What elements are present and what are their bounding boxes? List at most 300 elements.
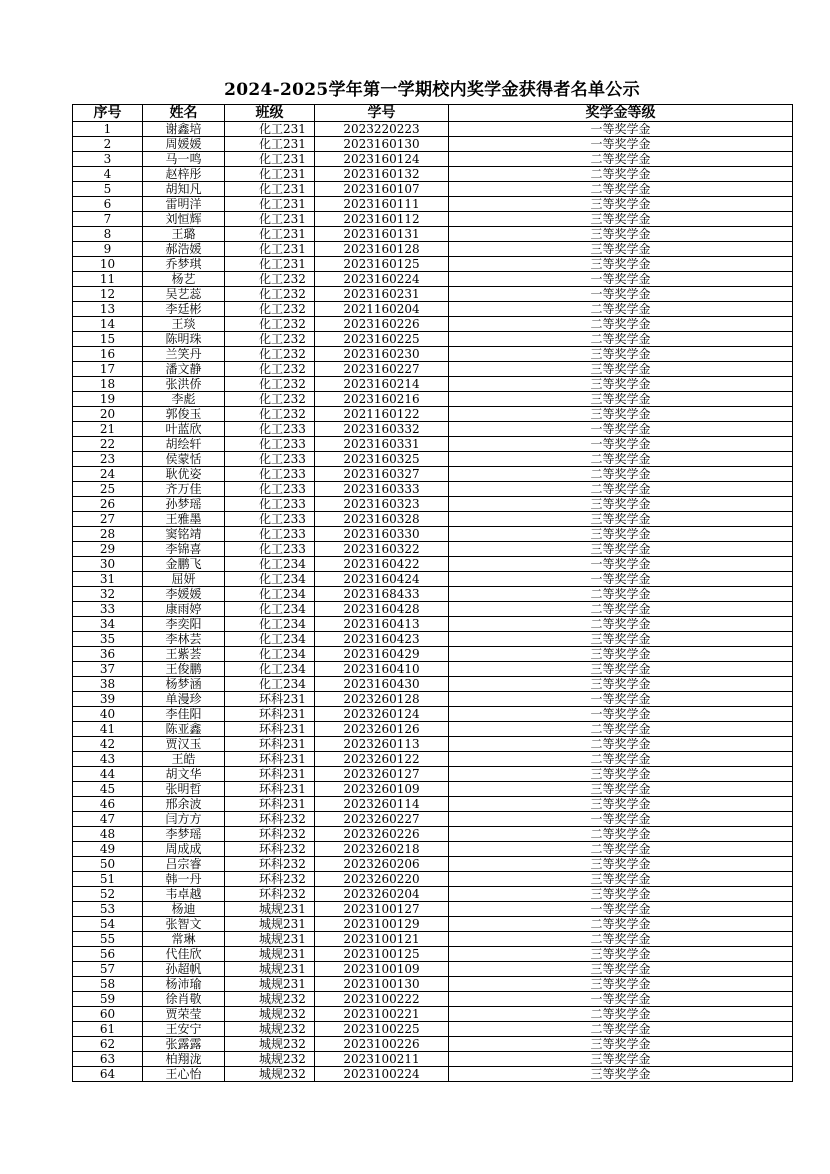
cell-student-id: 2023260126 bbox=[315, 722, 449, 737]
cell-class: 环科232 bbox=[225, 887, 315, 902]
cell-scholarship-level: 三等奖学金 bbox=[449, 407, 793, 422]
table-row bbox=[73, 797, 793, 812]
table-row bbox=[73, 227, 793, 242]
cell-name: 周成成 bbox=[143, 842, 225, 857]
cell-student-id: 2023260226 bbox=[315, 827, 449, 842]
cell-class: 化工234 bbox=[225, 602, 315, 617]
cell-class: 化工231 bbox=[225, 197, 315, 212]
table-row bbox=[73, 422, 793, 437]
table-row bbox=[73, 527, 793, 542]
cell-student-id: 2023100129 bbox=[315, 917, 449, 932]
cell-index: 55 bbox=[73, 932, 143, 947]
cell-class: 化工234 bbox=[225, 587, 315, 602]
cell-index: 19 bbox=[73, 392, 143, 407]
cell-student-id: 2023260204 bbox=[315, 887, 449, 902]
cell-index: 38 bbox=[73, 677, 143, 692]
cell-index: 4 bbox=[73, 167, 143, 182]
cell-scholarship-level: 二等奖学金 bbox=[449, 167, 793, 182]
cell-class: 城规232 bbox=[225, 992, 315, 1007]
cell-index: 15 bbox=[73, 332, 143, 347]
table-row bbox=[73, 557, 793, 572]
cell-class: 化工234 bbox=[225, 557, 315, 572]
header-row bbox=[73, 105, 793, 122]
cell-student-id: 2023260124 bbox=[315, 707, 449, 722]
cell-class: 化工231 bbox=[225, 152, 315, 167]
table-row bbox=[73, 377, 793, 392]
table-row bbox=[73, 272, 793, 287]
cell-class: 环科231 bbox=[225, 707, 315, 722]
cell-name: 潘文静 bbox=[143, 362, 225, 377]
table-row bbox=[73, 302, 793, 317]
table-row bbox=[73, 722, 793, 737]
cell-name: 侯蒙恬 bbox=[143, 452, 225, 467]
cell-name: 康雨婷 bbox=[143, 602, 225, 617]
cell-name: 李彪 bbox=[143, 392, 225, 407]
cell-class: 化工233 bbox=[225, 452, 315, 467]
cell-scholarship-level: 二等奖学金 bbox=[449, 737, 793, 752]
cell-student-id: 2023160331 bbox=[315, 437, 449, 452]
table-row bbox=[73, 767, 793, 782]
cell-class: 化工232 bbox=[225, 332, 315, 347]
cell-scholarship-level: 二等奖学金 bbox=[449, 482, 793, 497]
cell-student-id: 2023100125 bbox=[315, 947, 449, 962]
cell-index: 51 bbox=[73, 872, 143, 887]
cell-class: 化工233 bbox=[225, 422, 315, 437]
cell-class: 化工233 bbox=[225, 482, 315, 497]
cell-index: 46 bbox=[73, 797, 143, 812]
cell-student-id: 2023160112 bbox=[315, 212, 449, 227]
cell-student-id: 2023260122 bbox=[315, 752, 449, 767]
table-row bbox=[73, 437, 793, 452]
cell-scholarship-level: 二等奖学金 bbox=[449, 302, 793, 317]
table-row bbox=[73, 122, 793, 137]
cell-name: 郭俊玉 bbox=[143, 407, 225, 422]
cell-index: 31 bbox=[73, 572, 143, 587]
cell-scholarship-level: 三等奖学金 bbox=[449, 527, 793, 542]
cell-student-id: 2023160131 bbox=[315, 227, 449, 242]
cell-class: 城规232 bbox=[225, 1007, 315, 1022]
cell-scholarship-level: 二等奖学金 bbox=[449, 152, 793, 167]
cell-student-id: 2023160130 bbox=[315, 137, 449, 152]
cell-scholarship-level: 三等奖学金 bbox=[449, 362, 793, 377]
cell-name: 李锦喜 bbox=[143, 542, 225, 557]
cell-name: 韩一丹 bbox=[143, 872, 225, 887]
cell-student-id: 2023160231 bbox=[315, 287, 449, 302]
cell-student-id: 2023260109 bbox=[315, 782, 449, 797]
cell-student-id: 2023160224 bbox=[315, 272, 449, 287]
cell-name: 单漫珍 bbox=[143, 692, 225, 707]
cell-class: 化工232 bbox=[225, 317, 315, 332]
cell-scholarship-level: 三等奖学金 bbox=[449, 242, 793, 257]
cell-index: 12 bbox=[73, 287, 143, 302]
cell-class: 城规231 bbox=[225, 917, 315, 932]
cell-scholarship-level: 三等奖学金 bbox=[449, 227, 793, 242]
cell-scholarship-level: 三等奖学金 bbox=[449, 647, 793, 662]
table-row bbox=[73, 692, 793, 707]
cell-name: 齐万佳 bbox=[143, 482, 225, 497]
cell-name: 王璐 bbox=[143, 227, 225, 242]
cell-class: 城规231 bbox=[225, 962, 315, 977]
cell-student-id: 2023100224 bbox=[315, 1067, 449, 1082]
cell-name: 贾汉玉 bbox=[143, 737, 225, 752]
header-index: 序号 bbox=[73, 105, 143, 122]
table-row bbox=[73, 662, 793, 677]
table-row bbox=[73, 257, 793, 272]
cell-scholarship-level: 三等奖学金 bbox=[449, 197, 793, 212]
cell-student-id: 2023160325 bbox=[315, 452, 449, 467]
table-row bbox=[73, 947, 793, 962]
cell-name: 雷明洋 bbox=[143, 197, 225, 212]
table-row bbox=[73, 872, 793, 887]
cell-student-id: 2023100225 bbox=[315, 1022, 449, 1037]
cell-class: 化工233 bbox=[225, 497, 315, 512]
cell-index: 43 bbox=[73, 752, 143, 767]
cell-name: 贾荣莹 bbox=[143, 1007, 225, 1022]
cell-name: 李奕阳 bbox=[143, 617, 225, 632]
cell-student-id: 2023160332 bbox=[315, 422, 449, 437]
cell-scholarship-level: 二等奖学金 bbox=[449, 182, 793, 197]
cell-index: 30 bbox=[73, 557, 143, 572]
table-row bbox=[73, 857, 793, 872]
table-row bbox=[73, 1067, 793, 1082]
cell-class: 化工231 bbox=[225, 242, 315, 257]
cell-student-id: 2023260113 bbox=[315, 737, 449, 752]
table-row bbox=[73, 542, 793, 557]
cell-index: 28 bbox=[73, 527, 143, 542]
table-row bbox=[73, 287, 793, 302]
cell-class: 化工231 bbox=[225, 167, 315, 182]
cell-scholarship-level: 三等奖学金 bbox=[449, 257, 793, 272]
cell-student-id: 2023160430 bbox=[315, 677, 449, 692]
cell-index: 59 bbox=[73, 992, 143, 1007]
cell-index: 3 bbox=[73, 152, 143, 167]
cell-scholarship-level: 三等奖学金 bbox=[449, 1067, 793, 1082]
cell-scholarship-level: 三等奖学金 bbox=[449, 392, 793, 407]
cell-index: 39 bbox=[73, 692, 143, 707]
cell-name: 李佳阳 bbox=[143, 707, 225, 722]
cell-scholarship-level: 二等奖学金 bbox=[449, 722, 793, 737]
cell-name: 张洪侨 bbox=[143, 377, 225, 392]
cell-class: 化工233 bbox=[225, 467, 315, 482]
cell-scholarship-level: 三等奖学金 bbox=[449, 347, 793, 362]
cell-class: 环科231 bbox=[225, 692, 315, 707]
table-row bbox=[73, 497, 793, 512]
cell-name: 李梦瑶 bbox=[143, 827, 225, 842]
table-row bbox=[73, 362, 793, 377]
cell-name: 金鹏飞 bbox=[143, 557, 225, 572]
cell-class: 城规232 bbox=[225, 1037, 315, 1052]
cell-scholarship-level: 二等奖学金 bbox=[449, 452, 793, 467]
table-row bbox=[73, 962, 793, 977]
cell-student-id: 2021160204 bbox=[315, 302, 449, 317]
cell-name: 李媛媛 bbox=[143, 587, 225, 602]
cell-scholarship-level: 一等奖学金 bbox=[449, 992, 793, 1007]
cell-scholarship-level: 三等奖学金 bbox=[449, 962, 793, 977]
cell-class: 化工231 bbox=[225, 257, 315, 272]
cell-student-id: 2023160423 bbox=[315, 632, 449, 647]
cell-student-id: 2023160428 bbox=[315, 602, 449, 617]
table-row bbox=[73, 812, 793, 827]
cell-index: 14 bbox=[73, 317, 143, 332]
table-row bbox=[73, 932, 793, 947]
cell-name: 屈妍 bbox=[143, 572, 225, 587]
table-row bbox=[73, 167, 793, 182]
cell-student-id: 2023160230 bbox=[315, 347, 449, 362]
table-row bbox=[73, 182, 793, 197]
table-row bbox=[73, 1007, 793, 1022]
cell-name: 吴艺蕊 bbox=[143, 287, 225, 302]
cell-name: 陈亚鑫 bbox=[143, 722, 225, 737]
cell-index: 47 bbox=[73, 812, 143, 827]
cell-student-id: 2023160227 bbox=[315, 362, 449, 377]
cell-name: 王皓 bbox=[143, 752, 225, 767]
cell-scholarship-level: 一等奖学金 bbox=[449, 812, 793, 827]
cell-student-id: 2021160122 bbox=[315, 407, 449, 422]
cell-student-id: 2023160125 bbox=[315, 257, 449, 272]
cell-index: 33 bbox=[73, 602, 143, 617]
cell-index: 41 bbox=[73, 722, 143, 737]
cell-index: 56 bbox=[73, 947, 143, 962]
cell-name: 王俊鹏 bbox=[143, 662, 225, 677]
cell-name: 马一鸣 bbox=[143, 152, 225, 167]
cell-student-id: 2023260114 bbox=[315, 797, 449, 812]
cell-class: 化工233 bbox=[225, 527, 315, 542]
cell-class: 城规232 bbox=[225, 1022, 315, 1037]
table-row bbox=[73, 332, 793, 347]
table-row bbox=[73, 1052, 793, 1067]
cell-name: 李林芸 bbox=[143, 632, 225, 647]
table-row bbox=[73, 392, 793, 407]
cell-name: 郝浩媛 bbox=[143, 242, 225, 257]
cell-scholarship-level: 三等奖学金 bbox=[449, 872, 793, 887]
cell-index: 50 bbox=[73, 857, 143, 872]
cell-class: 城规231 bbox=[225, 932, 315, 947]
cell-class: 城规232 bbox=[225, 1067, 315, 1082]
cell-name: 吕宗睿 bbox=[143, 857, 225, 872]
cell-student-id: 2023160327 bbox=[315, 467, 449, 482]
cell-index: 64 bbox=[73, 1067, 143, 1082]
cell-class: 化工232 bbox=[225, 362, 315, 377]
cell-scholarship-level: 二等奖学金 bbox=[449, 917, 793, 932]
table-row bbox=[73, 737, 793, 752]
cell-class: 化工233 bbox=[225, 542, 315, 557]
table-row bbox=[73, 917, 793, 932]
cell-scholarship-level: 一等奖学金 bbox=[449, 422, 793, 437]
cell-student-id: 2023260206 bbox=[315, 857, 449, 872]
cell-scholarship-level: 一等奖学金 bbox=[449, 557, 793, 572]
cell-class: 环科231 bbox=[225, 782, 315, 797]
cell-name: 张智文 bbox=[143, 917, 225, 932]
page-title: 2024-2025学年第一学期校内奖学金获得者名单公示 bbox=[224, 80, 640, 100]
table-row bbox=[73, 1037, 793, 1052]
cell-index: 45 bbox=[73, 782, 143, 797]
cell-scholarship-level: 二等奖学金 bbox=[449, 617, 793, 632]
table-row bbox=[73, 647, 793, 662]
cell-student-id: 2023160328 bbox=[315, 512, 449, 527]
cell-name: 徐肖敬 bbox=[143, 992, 225, 1007]
cell-student-id: 2023160429 bbox=[315, 647, 449, 662]
cell-name: 杨迪 bbox=[143, 902, 225, 917]
cell-class: 环科232 bbox=[225, 842, 315, 857]
cell-index: 26 bbox=[73, 497, 143, 512]
cell-class: 化工231 bbox=[225, 227, 315, 242]
cell-name: 赵梓彤 bbox=[143, 167, 225, 182]
cell-index: 35 bbox=[73, 632, 143, 647]
cell-class: 化工234 bbox=[225, 662, 315, 677]
cell-scholarship-level: 二等奖学金 bbox=[449, 587, 793, 602]
table-row bbox=[73, 152, 793, 167]
cell-class: 化工232 bbox=[225, 302, 315, 317]
cell-class: 化工231 bbox=[225, 137, 315, 152]
cell-name: 王雅墨 bbox=[143, 512, 225, 527]
cell-class: 化工234 bbox=[225, 647, 315, 662]
cell-class: 化工232 bbox=[225, 347, 315, 362]
cell-scholarship-level: 二等奖学金 bbox=[449, 332, 793, 347]
cell-index: 1 bbox=[73, 122, 143, 137]
cell-index: 54 bbox=[73, 917, 143, 932]
cell-scholarship-level: 三等奖学金 bbox=[449, 767, 793, 782]
cell-index: 53 bbox=[73, 902, 143, 917]
cell-name: 叶蓝欣 bbox=[143, 422, 225, 437]
cell-scholarship-level: 三等奖学金 bbox=[449, 782, 793, 797]
cell-student-id: 2023160422 bbox=[315, 557, 449, 572]
cell-index: 5 bbox=[73, 182, 143, 197]
header-student-id: 学号 bbox=[315, 105, 449, 122]
table-row bbox=[73, 782, 793, 797]
cell-class: 城规231 bbox=[225, 977, 315, 992]
cell-name: 周媛媛 bbox=[143, 137, 225, 152]
table-row bbox=[73, 212, 793, 227]
table-row bbox=[73, 407, 793, 422]
cell-scholarship-level: 三等奖学金 bbox=[449, 1052, 793, 1067]
cell-scholarship-level: 一等奖学金 bbox=[449, 272, 793, 287]
scholarship-table bbox=[72, 104, 793, 1082]
table-row bbox=[73, 242, 793, 257]
cell-class: 化工233 bbox=[225, 437, 315, 452]
table-row bbox=[73, 452, 793, 467]
cell-student-id: 2023100130 bbox=[315, 977, 449, 992]
cell-scholarship-level: 二等奖学金 bbox=[449, 842, 793, 857]
cell-student-id: 2023100226 bbox=[315, 1037, 449, 1052]
cell-class: 环科231 bbox=[225, 752, 315, 767]
cell-student-id: 2023160413 bbox=[315, 617, 449, 632]
cell-index: 44 bbox=[73, 767, 143, 782]
cell-index: 57 bbox=[73, 962, 143, 977]
cell-index: 42 bbox=[73, 737, 143, 752]
cell-name: 闫方方 bbox=[143, 812, 225, 827]
cell-scholarship-level: 三等奖学金 bbox=[449, 512, 793, 527]
cell-class: 环科232 bbox=[225, 857, 315, 872]
cell-name: 杨梦涵 bbox=[143, 677, 225, 692]
cell-student-id: 2023160216 bbox=[315, 392, 449, 407]
table-row bbox=[73, 617, 793, 632]
cell-name: 乔梦琪 bbox=[143, 257, 225, 272]
cell-scholarship-level: 三等奖学金 bbox=[449, 977, 793, 992]
cell-index: 49 bbox=[73, 842, 143, 857]
table-row bbox=[73, 587, 793, 602]
cell-class: 化工234 bbox=[225, 572, 315, 587]
cell-student-id: 2023260128 bbox=[315, 692, 449, 707]
cell-student-id: 2023160333 bbox=[315, 482, 449, 497]
cell-scholarship-level: 三等奖学金 bbox=[449, 497, 793, 512]
table-row bbox=[73, 887, 793, 902]
cell-class: 环科231 bbox=[225, 722, 315, 737]
cell-name: 常琳 bbox=[143, 932, 225, 947]
table-row bbox=[73, 752, 793, 767]
header-scholarship-level: 奖学金等级 bbox=[449, 105, 793, 122]
table-row bbox=[73, 197, 793, 212]
cell-class: 环科231 bbox=[225, 737, 315, 752]
cell-name: 柏翔泷 bbox=[143, 1052, 225, 1067]
table-row bbox=[73, 572, 793, 587]
cell-index: 60 bbox=[73, 1007, 143, 1022]
cell-name: 刘恒辉 bbox=[143, 212, 225, 227]
cell-student-id: 2023160226 bbox=[315, 317, 449, 332]
cell-class: 化工232 bbox=[225, 287, 315, 302]
cell-scholarship-level: 一等奖学金 bbox=[449, 437, 793, 452]
cell-index: 21 bbox=[73, 422, 143, 437]
cell-name: 张明哲 bbox=[143, 782, 225, 797]
cell-name: 王琰 bbox=[143, 317, 225, 332]
header-class: 班级 bbox=[225, 105, 315, 122]
cell-student-id: 2023160410 bbox=[315, 662, 449, 677]
cell-name: 胡绘轩 bbox=[143, 437, 225, 452]
cell-class: 环科232 bbox=[225, 872, 315, 887]
table-row bbox=[73, 317, 793, 332]
cell-student-id: 2023100121 bbox=[315, 932, 449, 947]
cell-scholarship-level: 三等奖学金 bbox=[449, 677, 793, 692]
cell-scholarship-level: 三等奖学金 bbox=[449, 542, 793, 557]
cell-name: 张露露 bbox=[143, 1037, 225, 1052]
cell-name: 王心怡 bbox=[143, 1067, 225, 1082]
cell-index: 23 bbox=[73, 452, 143, 467]
cell-name: 孙超帆 bbox=[143, 962, 225, 977]
cell-index: 63 bbox=[73, 1052, 143, 1067]
cell-index: 9 bbox=[73, 242, 143, 257]
table-row bbox=[73, 482, 793, 497]
cell-student-id: 2023160132 bbox=[315, 167, 449, 182]
table-row bbox=[73, 827, 793, 842]
cell-scholarship-level: 三等奖学金 bbox=[449, 797, 793, 812]
cell-index: 20 bbox=[73, 407, 143, 422]
cell-index: 24 bbox=[73, 467, 143, 482]
table-row bbox=[73, 347, 793, 362]
table-row bbox=[73, 632, 793, 647]
cell-class: 城规231 bbox=[225, 902, 315, 917]
table-row bbox=[73, 137, 793, 152]
cell-scholarship-level: 二等奖学金 bbox=[449, 932, 793, 947]
cell-index: 27 bbox=[73, 512, 143, 527]
cell-scholarship-level: 三等奖学金 bbox=[449, 632, 793, 647]
cell-scholarship-level: 二等奖学金 bbox=[449, 467, 793, 482]
table-row bbox=[73, 677, 793, 692]
cell-student-id: 2023160214 bbox=[315, 377, 449, 392]
cell-scholarship-level: 二等奖学金 bbox=[449, 1007, 793, 1022]
cell-index: 29 bbox=[73, 542, 143, 557]
cell-class: 环科232 bbox=[225, 812, 315, 827]
cell-scholarship-level: 二等奖学金 bbox=[449, 317, 793, 332]
cell-name: 李廷彬 bbox=[143, 302, 225, 317]
cell-class: 化工234 bbox=[225, 677, 315, 692]
cell-class: 城规232 bbox=[225, 1052, 315, 1067]
table-row bbox=[73, 977, 793, 992]
cell-index: 25 bbox=[73, 482, 143, 497]
table-row bbox=[73, 992, 793, 1007]
cell-index: 16 bbox=[73, 347, 143, 362]
cell-scholarship-level: 三等奖学金 bbox=[449, 662, 793, 677]
cell-class: 化工233 bbox=[225, 512, 315, 527]
cell-name: 孙梦瑶 bbox=[143, 497, 225, 512]
